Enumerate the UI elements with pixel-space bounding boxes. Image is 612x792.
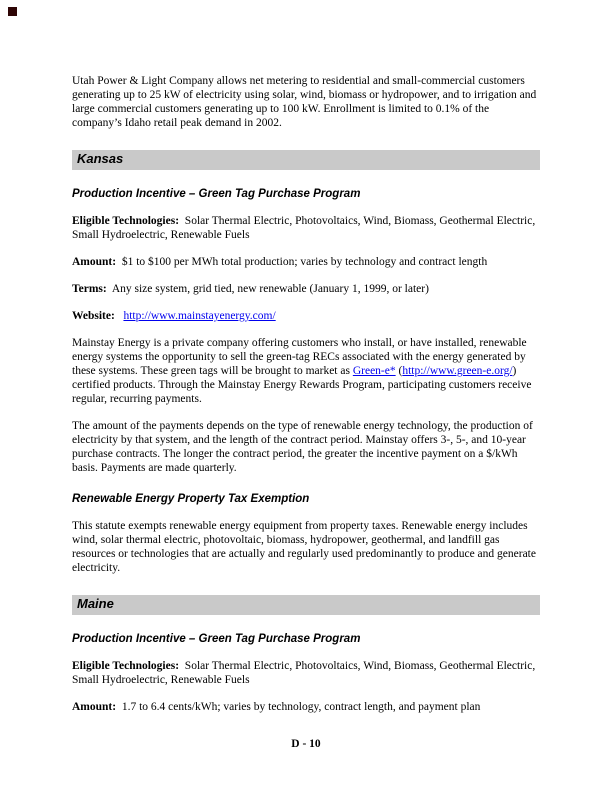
text-run: Any size system, grid tied, new renewable (January 1, 1999, or later) [106, 283, 429, 296]
page-number: D - 10 [291, 738, 321, 750]
text-run: Production Incentive – Green Tag Purchase Program [72, 188, 361, 200]
paragraph [72, 74, 540, 130]
text-run: Solar Thermal Electric, Photovoltaics, Wind, Biomass, Geothermal Electric, Small Hydroelectric, Renewable Fuels [72, 660, 539, 687]
section-header [72, 150, 540, 170]
subheading [72, 492, 540, 506]
text-run: $1 to $100 per MWh total production; varies by technology and contract length [116, 256, 488, 269]
text-run: ) certified products. Through the Mainstay Energy Rewards Program, participating customers receive regular, recurring payments. [72, 365, 535, 406]
text-run: Amount: [72, 256, 117, 269]
section-header [72, 595, 540, 615]
text-run: Production Incentive – Green Tag Purchase Program [72, 633, 361, 646]
text-run: Terms: [72, 283, 107, 296]
paragraph [72, 419, 540, 475]
text-run: Kansas [77, 151, 124, 167]
text-run: Renewable Energy Property Tax Exemption [72, 493, 310, 506]
text-run: Eligible Technologies: [72, 660, 180, 673]
text-run: Utah Power & Light Company allows net metering to residential and small-commercial customers generating up to 25 kW of electricity using solar, wind, biomass or hydropower, and to irrigation and large commercial customers generating up to 100 kW. Enrollment is limited to 0.1% of the company’s Idaho retail peak demand in 2002. [72, 75, 540, 130]
text-run: Amount: [72, 701, 117, 714]
text-run: Maine [77, 596, 114, 612]
text-run: Solar Thermal Electric, Photovoltaics, Wind, Biomass, Geothermal Electric, Small Hydroelectric, Renewable Fuels [72, 215, 539, 242]
text-run: Website: [72, 310, 115, 323]
paragraph [72, 255, 540, 269]
subheading [72, 632, 540, 646]
paragraph [72, 519, 540, 575]
text-run: 1.7 to 6.4 cents/kWh; varies by technology, contract length, and payment plan [116, 701, 481, 714]
text-run: The amount of the payments depends on the type of renewable energy technology, the production of electricity by that system, and the length of the contract period. Mainstay offers 3-, 5-, and 10-year purchase contracts. The longer the contract period, the greater the incentive payment on a $/kWh basis. Payments are made quarterly. [72, 420, 536, 475]
hyperlink[interactable]: http://www.green-e.org/ [402, 365, 513, 378]
text-run: ( [395, 365, 403, 378]
paragraph [72, 700, 540, 714]
document-body [72, 74, 540, 727]
paragraph [72, 659, 540, 687]
subheading [72, 187, 540, 201]
text-run: Eligible Technologies: [72, 215, 180, 228]
text-run: This statute exempts renewable energy equipment from property taxes. Renewable energy includes wind, solar thermal electric, photovoltaic, biomass, hydropower, geothermal, and landfill gas resources or technologies that are actually and regularly used predominantly to produce and generate electricity. [72, 520, 539, 575]
text-run: Mainstay Energy is a private company offering customers who install, or have installed, renewable energy systems the opportunity to sell the green-tag RECs associated with the energy generated by these systems. These green tags will be brought to market as [72, 337, 530, 378]
paragraph [72, 282, 540, 296]
corner-mark [8, 7, 17, 16]
hyperlink[interactable]: Green-e* [352, 365, 396, 378]
paragraph [72, 309, 540, 323]
hyperlink[interactable]: http://www.mainstayenergy.com/ [123, 310, 276, 323]
paragraph [72, 336, 540, 406]
paragraph [72, 214, 540, 242]
